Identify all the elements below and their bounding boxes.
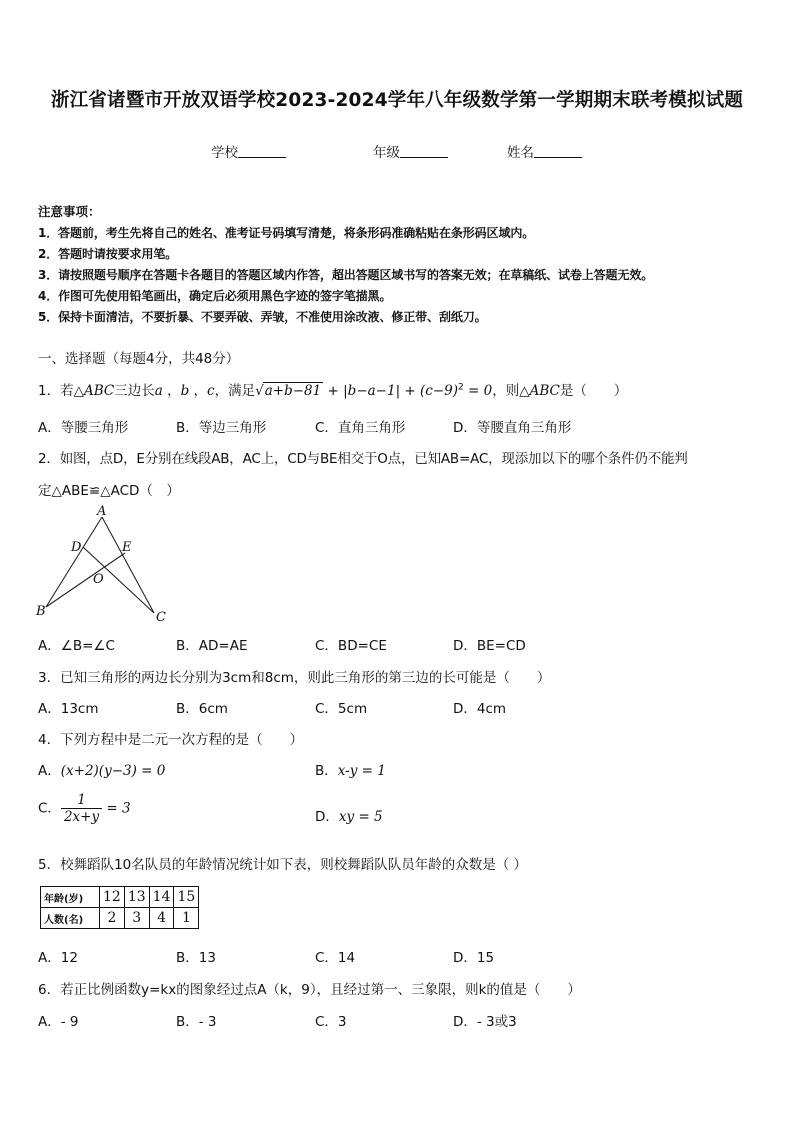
q2-option-b[interactable]: B．AD=AE — [176, 638, 248, 654]
q4-option-d[interactable]: D．xy = 5 — [315, 809, 383, 825]
fraction: $\frac{1}{2x+y}$ — [61, 792, 102, 825]
label-o: O — [93, 572, 104, 587]
grade-field: 年级 — [373, 141, 448, 161]
question-3: 3．已知三角形的两边长分别为3cm和8cm，则此三角形的第三边的长可能是（ ） — [38, 670, 551, 686]
school-blank[interactable] — [238, 145, 286, 158]
note-item: 4．作图可先使用铅笔画出，确定后必须用黑色字迹的签字笔描黑。 — [38, 289, 392, 303]
q6-option-a[interactable]: A．- 9 — [38, 1014, 79, 1030]
triangle-figure — [34, 503, 174, 627]
q4-option-b[interactable]: B．x-y = 1 — [315, 763, 386, 779]
question-4: 4．下列方程中是二元一次方程的是（ ） — [38, 732, 304, 748]
age-table — [40, 886, 199, 929]
q5-option-c[interactable]: C．14 — [315, 950, 356, 966]
q4-option-c[interactable]: C． $\frac{1}{2x+y}$ = 3 — [38, 792, 131, 825]
grade-blank[interactable] — [400, 145, 448, 158]
school-field: 学校 — [211, 141, 286, 161]
question-2: 2．如图，点D，E分别在线段AB，AC上，CD与BE相交于O点，已知AB=AC，现添加以下的哪个条件仍不能判 — [38, 451, 688, 467]
note-item: 2．答题时请按要求用笔。 — [38, 247, 178, 261]
q1-option-b[interactable]: B．等边三角形 — [176, 420, 267, 436]
note-item: 5．保持卡面清洁，不要折暴、不要弄破、弄皱，不准使用涂改液、修正带、刮纸刀。 — [38, 310, 487, 324]
radicand: a+b−81 — [264, 383, 322, 399]
q5-option-d[interactable]: D．15 — [453, 950, 495, 966]
question-6: 6．若正比例函数y=kx的图象经过点A（k，9），且经过第一、三象限，则k的值是（ ） — [38, 982, 581, 998]
note-item: 1．答题前，考生先将自己的姓名、准考证号码填写清楚，将条形码准确粘贴在条形码区域内。 — [38, 226, 535, 240]
exam-title: 浙江省诸暨市开放双语学校2023-2024学年八年级数学第一学期期末联考模拟试题 — [50, 90, 744, 111]
q5-option-a[interactable]: A．12 — [38, 950, 78, 966]
q1-option-d[interactable]: D．等腰直角三角形 — [453, 420, 572, 436]
name-field: 姓名 — [507, 141, 582, 161]
abs-expression: b−a−1 — [347, 383, 396, 399]
q1-option-a[interactable]: A．等腰三角形 — [38, 420, 129, 436]
notes-title: 注意事项： — [38, 204, 101, 219]
section-heading: 一、选择题（每题4分，共48分） — [38, 351, 240, 367]
sqrt-symbol: √ — [255, 383, 264, 399]
q5-option-b[interactable]: B．13 — [176, 950, 216, 966]
question-1: 1．若△ABC三边长a ，b ，c，满足$√a+b-81 + |b-a-1| + (c-9)^2 = 0$，则△ABC是（ ） — [38, 382, 628, 399]
q3-option-d[interactable]: D．4cm — [453, 701, 507, 717]
q2-option-a[interactable]: A．∠B=∠C — [38, 638, 115, 654]
q6-option-c[interactable]: C．3 — [315, 1014, 347, 1030]
table-row: 年龄(岁) 12 13 14 15 — [41, 887, 199, 908]
label-a: A — [97, 504, 107, 519]
label-e: E — [122, 540, 132, 555]
label-c: C — [156, 610, 166, 625]
question-5: 5．校舞蹈队10名队员的年龄情况统计如下表，则校舞蹈队队员年龄的众数是（ ） — [38, 857, 528, 873]
q3-option-c[interactable]: C．5cm — [315, 701, 368, 717]
q6-option-b[interactable]: B．- 3 — [176, 1014, 217, 1030]
q3-option-b[interactable]: B．6cm — [176, 701, 228, 717]
q2-option-c[interactable]: C．BD=CE — [315, 638, 387, 654]
q1-option-c[interactable]: C．直角三角形 — [315, 420, 406, 436]
q6-option-d[interactable]: D．- 3或3 — [453, 1014, 517, 1030]
label-b: B — [36, 604, 46, 619]
q2-option-d[interactable]: D．BE=CD — [453, 638, 526, 654]
question-2-cont: 定△ABE≌△ACD（ ） — [38, 483, 180, 499]
note-item: 3．请按照题号顺序在答题卡各题目的答题区域内作答，超出答题区域书写的答案无效；在草稿纸、试卷上答题无效。 — [38, 268, 654, 282]
q3-option-a[interactable]: A．13cm — [38, 701, 99, 717]
table-row: 人数(名) 2 3 4 1 — [41, 908, 199, 929]
name-blank[interactable] — [534, 145, 582, 158]
label-d: D — [71, 540, 82, 555]
q4-option-a[interactable]: A．(x+2)(y−3) = 0 — [38, 763, 166, 779]
